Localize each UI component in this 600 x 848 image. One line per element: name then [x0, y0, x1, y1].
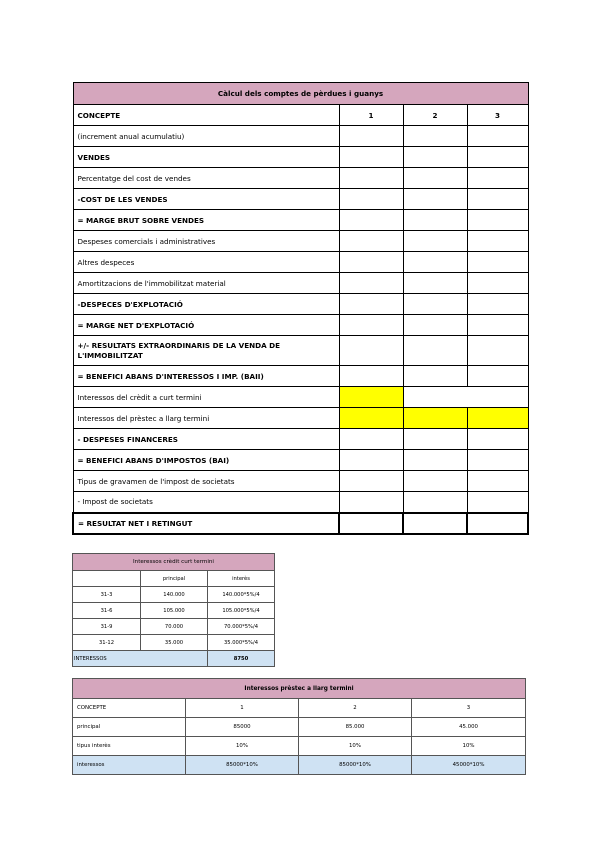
highlighted-cell[interactable] [403, 408, 467, 429]
row-label: (increment anual acumulatiu) [73, 126, 339, 147]
year-3-header: 3 [467, 105, 528, 126]
row-label: +/- RESULTATS EXTRAORDINARIS DE LA VENDA DE L'IMMOBILITZAT [73, 336, 339, 366]
profit-loss-table [72, 82, 529, 535]
row-label: = MARGE BRUT SOBRE VENDES [73, 210, 339, 231]
row-label: = RESULTAT NET I RETINGUT [73, 513, 339, 534]
row-label: Percentatge del cost de vendes [73, 168, 339, 189]
total-row: interessos 85000*10% 85000*10% 45000*10% [73, 756, 526, 775]
highlighted-cell[interactable] [339, 387, 403, 408]
short-term-interest-table [72, 553, 275, 667]
long-term-interest-table [72, 678, 526, 775]
table-row: 31-3 140.000 140.000*5%/4 [73, 587, 275, 603]
year-2-header: 2 [403, 105, 467, 126]
highlighted-cell[interactable] [339, 408, 403, 429]
row-label: -DESPECES D'EXPLOTACIÓ [73, 294, 339, 315]
row-label: = BENEFICI ABANS D'IMPOSTOS (BAI) [73, 450, 339, 471]
row-label: -COST DE LES VENDES [73, 189, 339, 210]
highlighted-cell[interactable] [467, 408, 528, 429]
column-header: interès [208, 571, 275, 587]
row-label: - DESPESES FINANCERES [73, 429, 339, 450]
table-row: 31-9 70.000 70.000*5%/4 [73, 619, 275, 635]
year-1-header: 1 [339, 105, 403, 126]
table-title: Interessos crèdit curt termini [73, 554, 275, 571]
row-label: Interessos del crèdit a curt termini [73, 387, 339, 408]
total-label: INTERESSOS [73, 651, 208, 667]
column-header: 2 [299, 699, 412, 718]
row-label: Despeses comercials i administratives [73, 231, 339, 252]
row-label: = BENEFICI ABANS D'INTERESSOS I IMP. (BAII) [73, 366, 339, 387]
column-header: CONCEPTE [73, 699, 186, 718]
total-value: 8750 [208, 651, 275, 667]
row-label: Interessos del prèstec a llarg termini [73, 408, 339, 429]
row-label: = MARGE NET D'EXPLOTACIÓ [73, 315, 339, 336]
table-row: tipus interès 10% 10% 10% [73, 737, 526, 756]
row-label: Altres despeces [73, 252, 339, 273]
row-label: VENDES [73, 147, 339, 168]
row-label: Amortitzacions de l'immobilitzat material [73, 273, 339, 294]
column-header [73, 571, 141, 587]
row-label: - Impost de societats [73, 492, 339, 513]
concept-header: CONCEPTE [73, 105, 339, 126]
table-row: 31-6 105.000 105.000*5%/4 [73, 603, 275, 619]
column-header: 1 [186, 699, 299, 718]
row-label: Tipus de gravamen de l'impost de societats [73, 471, 339, 492]
table-row: principal 85000 85.000 45.000 [73, 718, 526, 737]
column-header: 3 [412, 699, 526, 718]
table-row: 31-12 35.000 35.000*5%/4 [73, 635, 275, 651]
column-header: principal [141, 571, 208, 587]
table-title: Càlcul dels comptes de pèrdues i guanys [73, 83, 528, 105]
table-title: Interessos prèstec a llarg termini [73, 679, 526, 699]
total-row [73, 651, 275, 667]
